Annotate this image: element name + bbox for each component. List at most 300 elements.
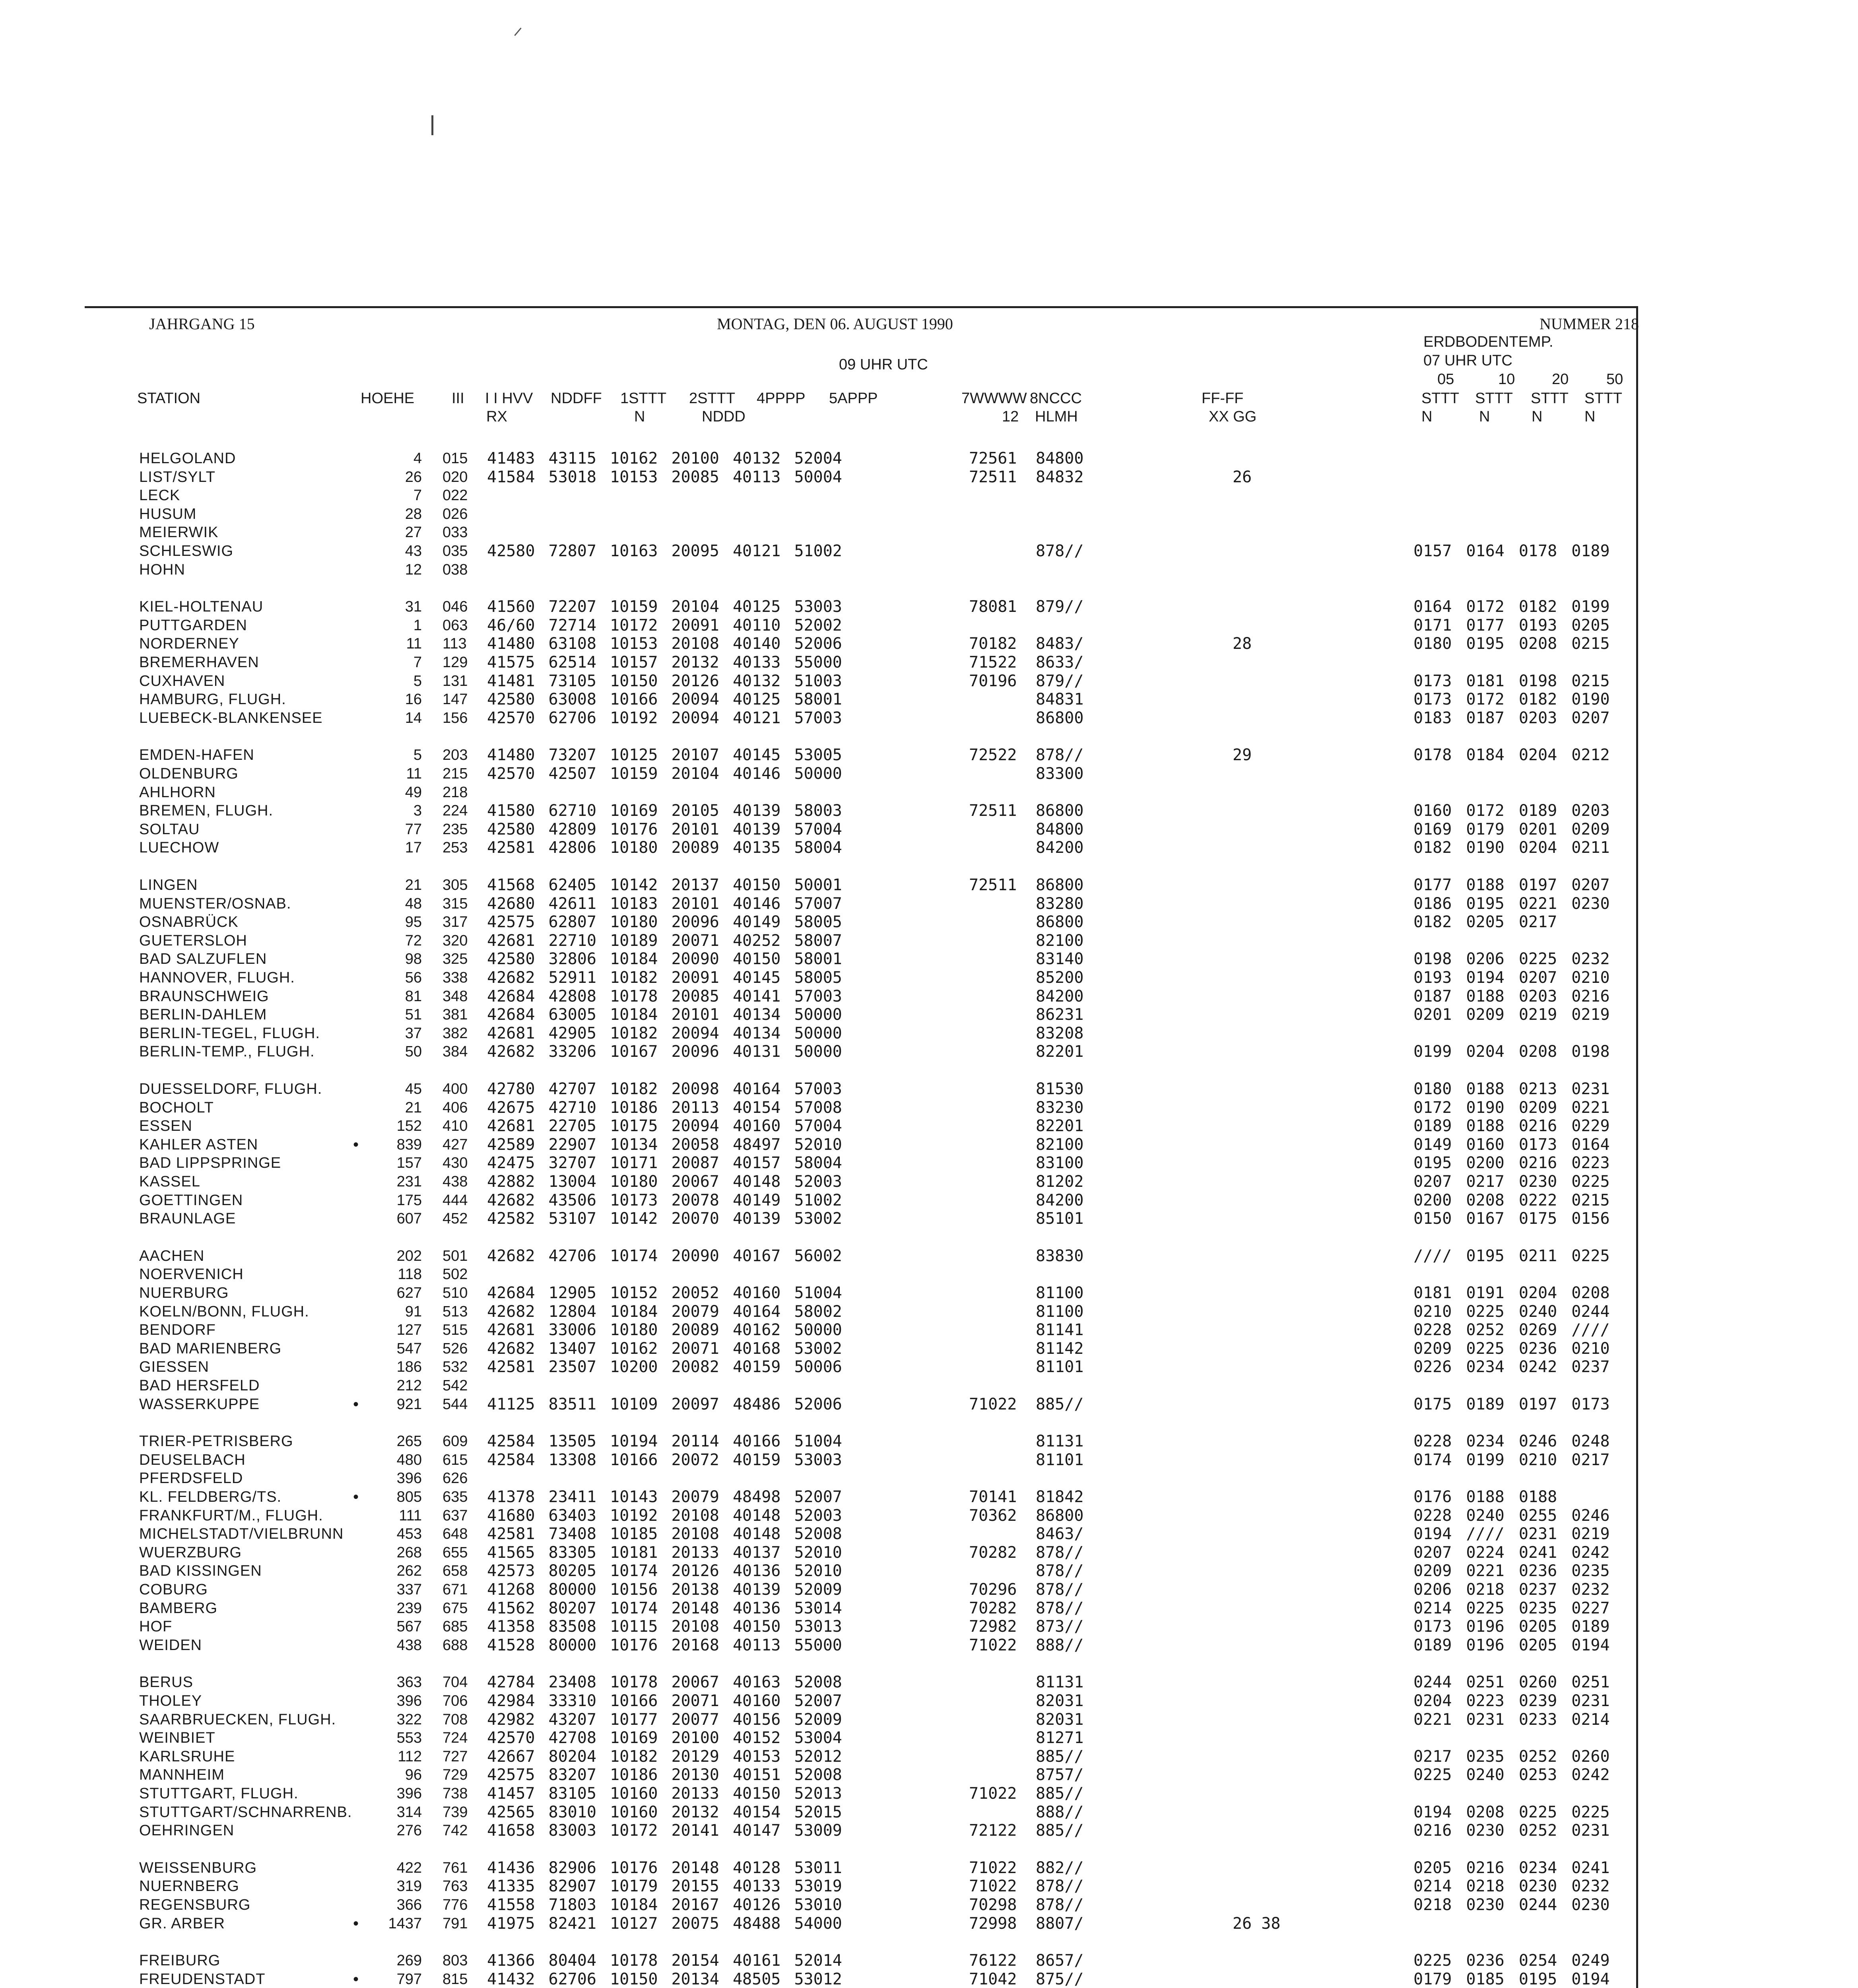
synop-groups: 42667 80204 10182 20129 40153 52012 [487,1747,842,1766]
soil-temp-title: ERDBODENTEMP. [1423,334,1553,350]
station-number: 046 [443,598,468,615]
table-row [0,1951,1858,1970]
station-number: 020 [443,468,468,485]
col-n-10: N [1479,408,1490,425]
station-hoehe: 186 [396,1359,422,1376]
cloud-group: 82031 [1036,1692,1084,1710]
synop-groups: 41560 72207 10159 20104 40125 53003 [487,598,842,616]
station-name: PFERDSFELD [139,1470,243,1487]
station-hoehe: 480 [396,1451,422,1468]
station-hoehe: 396 [396,1470,422,1487]
station-number: 513 [443,1303,468,1320]
station-name: SOLTAU [139,821,200,838]
station-name: KL. FELDBERG/TS. [139,1489,282,1505]
station-name: BAD SALZUFLEN [139,951,267,968]
synop-groups: 42780 42707 10182 20098 40164 57003 [487,1080,842,1098]
weather-group: 71042 [969,1970,1017,1988]
cloud-group: 879// [1036,598,1084,616]
col-sttt-20: STTT [1531,390,1569,407]
station-hoehe: 1437 [388,1915,422,1932]
station-number: 438 [443,1173,468,1190]
station-name: FREIBURG [139,1952,221,1969]
soil-temperatures: 0150 0167 0175 0156 [1413,1209,1610,1228]
station-name: LECK [139,487,181,504]
weather-group: 72982 [969,1617,1017,1636]
table-row [0,1006,1858,1024]
station-number: 427 [443,1136,468,1153]
table-row [0,1043,1858,1061]
table-row [0,1507,1858,1525]
station-number: 215 [443,765,468,782]
station-number: 038 [443,561,468,578]
table-row [0,1303,1858,1321]
station-number: 655 [443,1544,468,1561]
station-number: 033 [443,524,468,541]
soil-temperatures: //// 0195 0211 0225 [1413,1246,1610,1265]
station-name: LUECHOW [139,839,219,856]
synop-groups: 42570 62706 10192 20094 40121 57003 [487,709,842,727]
station-name: BENDORF [139,1322,216,1339]
cloud-group: 885// [1036,1395,1084,1413]
cloud-group: 81842 [1036,1488,1084,1506]
cloud-group: 82100 [1036,1135,1084,1154]
station-number: 515 [443,1322,468,1339]
station-name: STUTTGART/SCHNARRENB. [139,1804,352,1821]
synop-groups: 41558 71803 10184 20167 40126 53010 [487,1896,842,1914]
station-number: 203 [443,747,468,764]
soil-temperatures: 0157 0164 0178 0189 [1413,542,1610,560]
synop-groups: 42581 73408 10185 20108 40148 52008 [487,1525,842,1543]
station-name: BREMERHAVEN [139,654,259,671]
station-number: 218 [443,784,468,801]
synop-groups: 41366 80404 10178 20154 40161 52014 [487,1951,842,1970]
station-number: 761 [443,1859,468,1876]
mountain-station-marker: • [353,1970,359,1988]
table-row [0,1859,1858,1877]
cloud-group: 8463/ [1036,1525,1084,1543]
station-name: PUTTGARDEN [139,617,247,634]
table-row [0,987,1858,1006]
station-number: 147 [443,691,468,708]
synop-groups: 42580 32806 10184 20090 40150 58001 [487,950,842,969]
station-name: WEIDEN [139,1637,202,1654]
station-name: WEISSENBURG [139,1859,257,1876]
table-row [0,1191,1858,1209]
station-hoehe: 453 [396,1526,422,1543]
cloud-group: 86800 [1036,802,1084,820]
mountain-station-marker: • [353,1914,359,1932]
soil-temperatures: 0225 0236 0254 0249 [1413,1951,1610,1970]
station-hoehe: 21 [405,877,422,893]
station-name: BREMEN, FLUGH. [139,802,274,819]
station-name: AHLHORN [139,784,216,801]
station-number: 410 [443,1118,468,1135]
synop-groups: 41436 82906 10176 20148 40128 53011 [487,1858,842,1877]
synop-groups: 41680 63403 10192 20108 40148 52003 [487,1506,842,1525]
table-row [0,468,1858,486]
station-number: 382 [443,1025,468,1042]
station-hoehe: 11 [406,765,422,782]
weather-group: 70196 [969,672,1017,690]
col-hlmh: HLMH [1035,408,1078,425]
col-nddd: NDDD [702,408,746,425]
synop-groups: 41575 62514 10157 20132 40133 55000 [487,653,842,672]
station-hoehe: 16 [405,691,422,708]
station-hoehe: 28 [405,505,422,522]
soil-temperatures: 0214 0218 0230 0232 [1413,1877,1610,1896]
table-row [0,1525,1858,1543]
soil-temperatures: 0178 0184 0204 0212 [1413,746,1610,765]
station-number: 739 [443,1804,468,1821]
station-number: 675 [443,1600,468,1617]
station-number: 729 [443,1767,468,1784]
soil-temperatures: 0186 0195 0221 0230 [1413,894,1610,913]
soil-temperatures: 0228 0252 0269 //// [1413,1321,1610,1340]
station-hoehe: 21 [405,1099,422,1116]
table-row [0,1451,1858,1469]
station-hoehe: 314 [396,1804,422,1821]
synop-groups: 42681 42905 10182 20094 40134 50000 [487,1024,842,1043]
station-hoehe: 56 [405,969,422,986]
station-name: SAARBRUECKEN, FLUGH. [139,1711,336,1728]
station-hoehe: 276 [396,1822,422,1839]
synop-groups: 42580 63008 10166 20094 40125 58001 [487,690,842,709]
cloud-group: 81100 [1036,1284,1084,1302]
station-number: 648 [443,1526,468,1543]
station-hoehe: 51 [405,1006,422,1023]
weather-group: 70298 [969,1896,1017,1914]
cloud-group: 888// [1036,1636,1084,1654]
table-row [0,523,1858,542]
synop-groups: 42575 62807 10180 20096 40149 58005 [487,913,842,932]
table-row [0,1617,1858,1636]
cloud-group: 83280 [1036,894,1084,913]
col-1sttt: 1STTT [620,390,667,407]
synop-groups: 41125 83511 10109 20097 48486 52006 [487,1395,842,1413]
soil-temperatures: 0180 0195 0208 0215 [1413,635,1610,653]
synop-groups: 42982 43207 10177 20077 40156 52009 [487,1710,842,1729]
station-hoehe: 50 [405,1043,422,1060]
station-number: 320 [443,932,468,949]
table-row [0,1766,1858,1784]
col-7wwww: 7WWWW [961,390,1027,407]
soil-temperatures: 0182 0190 0204 0211 [1413,839,1610,857]
station-name: REGENSBURG [139,1897,251,1913]
table-row [0,1376,1858,1395]
col-4pppp: 4PPPP [757,390,806,407]
cloud-group: 885// [1036,1784,1084,1803]
soil-temperatures: 0214 0225 0235 0227 [1413,1599,1610,1617]
station-number: 022 [443,487,468,504]
table-row [0,1154,1858,1172]
station-number: 224 [443,802,468,819]
station-hoehe: 797 [396,1971,422,1988]
depth-05: 05 [1437,371,1454,388]
synop-groups: 42581 23507 10200 20082 40159 50006 [487,1358,842,1376]
report-date: MONTAG, DEN 06. AUGUST 1990 [717,315,953,333]
synop-groups: 41562 80207 10174 20148 40136 53014 [487,1599,842,1617]
station-hoehe: 839 [396,1136,422,1153]
table-row [0,690,1858,709]
weather-group: 76122 [969,1951,1017,1970]
soil-temperatures: 0244 0251 0260 0251 [1413,1673,1610,1692]
table-row [0,1636,1858,1654]
cloud-group: 84831 [1036,690,1084,709]
station-name: GUETERSLOH [139,932,247,949]
soil-temperatures: 0177 0188 0197 0207 [1413,876,1610,894]
station-name: BRAUNSCHWEIG [139,988,269,1005]
soil-temperatures: 0228 0240 0255 0246 [1413,1506,1610,1525]
cloud-group: 86800 [1036,913,1084,932]
table-row [0,709,1858,727]
station-name: KOELN/BONN, FLUGH. [139,1303,309,1320]
soil-temperatures: 0209 0225 0236 0210 [1413,1339,1610,1358]
cloud-group: 83230 [1036,1098,1084,1117]
station-name: HOHN [139,561,185,578]
station-number: 338 [443,969,468,986]
station-number: 727 [443,1748,468,1765]
synop-groups: 42584 13308 10166 20072 40159 53003 [487,1450,842,1469]
synop-groups: 42573 80205 10174 20126 40136 52010 [487,1562,842,1580]
soil-temperatures: 0194 //// 0231 0219 [1413,1525,1610,1543]
station-name: WEINBIET [139,1730,216,1747]
station-number: 501 [443,1247,468,1264]
synop-groups: 41568 62405 10142 20137 40150 50001 [487,876,842,894]
synop-groups: 41565 83305 10181 20133 40137 52010 [487,1543,842,1562]
station-name: BAMBERG [139,1600,218,1617]
col-iii: III [452,390,464,407]
weather-group: 71022 [969,1877,1017,1896]
table-row [0,486,1858,505]
synop-groups: 42984 33310 10166 20071 40160 52007 [487,1692,842,1710]
station-hoehe: 337 [396,1581,422,1598]
table-row [0,1321,1858,1339]
col-sttt-05: STTT [1421,390,1459,407]
synop-groups: 41480 73207 10125 20107 40145 53005 [487,746,842,765]
station-hoehe: 49 [405,784,422,801]
mountain-station-marker: • [353,1395,359,1413]
cloud-group: 875// [1036,1970,1084,1988]
cloud-group: 8807/ [1036,1914,1084,1933]
station-hoehe: 45 [405,1081,422,1097]
station-number: 671 [443,1581,468,1598]
station-number: 305 [443,877,468,893]
station-number: 235 [443,821,468,838]
soil-temperatures: 0221 0231 0233 0214 [1413,1710,1610,1729]
cloud-group: 8657/ [1036,1951,1084,1970]
table-row [0,653,1858,672]
cloud-group: 82201 [1036,1043,1084,1061]
station-name: KIEL-HOLTENAU [139,598,264,615]
station-name: BAD LIPPSPRINGE [139,1155,282,1172]
cloud-group: 882// [1036,1858,1084,1877]
station-name: LINGEN [139,877,198,893]
soil-temperatures: 0187 0188 0203 0216 [1413,987,1610,1006]
station-hoehe: 627 [396,1285,422,1301]
station-name: MANNHEIM [139,1767,225,1784]
col-8nccc: 8NCCC [1030,390,1082,407]
synop-groups: 42675 42710 10186 20113 40154 57008 [487,1098,842,1117]
soil-temperatures: 0179 0185 0195 0194 [1413,1970,1610,1988]
table-row [0,1265,1858,1283]
station-hoehe: 5 [413,747,422,764]
soil-temperatures: 0180 0188 0213 0231 [1413,1080,1610,1098]
cloud-group: 82100 [1036,931,1084,950]
cloud-group: 81530 [1036,1080,1084,1098]
weather-group: 70141 [969,1488,1017,1506]
station-name: GIESSEN [139,1359,209,1376]
station-number: 384 [443,1043,468,1060]
station-name: GOETTINGEN [139,1192,243,1209]
station-number: 685 [443,1618,468,1635]
station-hoehe: 3 [413,802,422,819]
station-name: OSNABRÜCK [139,914,239,931]
synop-groups: 42684 42808 10178 20085 40141 57003 [487,987,842,1006]
station-name: ESSEN [139,1118,192,1135]
station-hoehe: 48 [405,895,422,912]
cloud-group: 84200 [1036,1191,1084,1209]
station-name: TRIER-PETRISBERG [139,1433,293,1450]
table-row [0,765,1858,783]
table-row [0,505,1858,523]
table-row [0,1747,1858,1766]
station-hoehe: 322 [396,1711,422,1728]
station-hoehe: 4 [413,450,422,467]
station-number: 615 [443,1451,468,1468]
station-hoehe: 95 [405,914,422,931]
soil-temperatures: 0217 0235 0252 0260 [1413,1747,1610,1766]
weather-group: 72998 [969,1914,1017,1933]
station-name: MUENSTER/OSNAB. [139,895,291,912]
weather-group: 71022 [969,1858,1017,1877]
depth-10: 10 [1498,371,1515,388]
col-hvv: I I HVV [485,390,533,407]
station-name: KARLSRUHE [139,1748,235,1765]
col-5appp: 5APPP [829,390,878,407]
cloud-group: 8483/ [1036,635,1084,653]
station-name: OEHRINGEN [139,1822,235,1839]
station-hoehe: 152 [396,1118,422,1135]
weather-group: 72561 [969,449,1017,468]
weather-group: 70282 [969,1543,1017,1562]
station-name: CUXHAVEN [139,672,225,689]
station-hoehe: 43 [405,543,422,559]
station-name: FREUDENSTADT [139,1971,266,1988]
soil-temperatures: 0201 0209 0219 0219 [1413,1006,1610,1024]
table-row [0,1209,1858,1228]
soil-temperatures: 0226 0234 0242 0237 [1413,1358,1610,1376]
synop-groups: 42580 72807 10163 20095 40121 51002 [487,542,842,560]
station-hoehe: 27 [405,524,422,541]
station-number: 776 [443,1897,468,1913]
station-name: BERLIN-DAHLEM [139,1006,267,1023]
station-name: KAHLER ASTEN [139,1136,258,1153]
synop-groups: 42575 83207 10186 20130 40151 52008 [487,1766,842,1784]
table-row [0,1562,1858,1580]
cloud-group: 83208 [1036,1024,1084,1043]
col-rx: RX [486,408,507,425]
cloud-group: 82201 [1036,1117,1084,1136]
table-row [0,1099,1858,1117]
station-hoehe: 77 [405,821,422,838]
station-name: BERUS [139,1674,193,1691]
synop-groups: 41480 63108 10153 20108 40140 52006 [487,635,842,653]
table-row [0,1692,1858,1710]
station-number: 015 [443,450,468,467]
table-row [0,1599,1858,1617]
soil-temperatures: 0194 0208 0225 0225 [1413,1803,1610,1821]
col-nddff: NDDFF [551,390,602,407]
station-hoehe: 31 [405,598,422,615]
weather-group: 70282 [969,1599,1017,1617]
table-row [0,635,1858,653]
station-hoehe: 805 [396,1489,422,1505]
table-row [0,449,1858,468]
cloud-group: 878// [1036,746,1084,765]
col-hoehe: HOEHE [361,390,415,407]
table-row [0,1710,1858,1729]
soil-temperatures: 0164 0172 0182 0199 [1413,598,1610,616]
station-name: BERLIN-TEMP., FLUGH. [139,1043,315,1060]
station-name: DUESSELDORF, FLUGH. [139,1081,322,1097]
station-hoehe: 111 [399,1507,422,1524]
weather-group: 72511 [969,468,1017,486]
col-xx-gg: XX GG [1209,408,1257,425]
synop-groups: 42565 83010 10160 20132 40154 52015 [487,1803,842,1821]
station-hoehe: 319 [396,1878,422,1895]
table-row [0,1821,1858,1840]
station-hoehe: 72 [405,932,422,949]
station-number: 129 [443,654,468,671]
station-hoehe: 118 [398,1266,422,1283]
station-hoehe: 37 [405,1025,422,1042]
synop-groups: 42570 42507 10159 20104 40146 50000 [487,765,842,783]
col-station: STATION [137,390,201,407]
weather-group: 70182 [969,635,1017,653]
station-hoehe: 262 [396,1563,422,1580]
synop-groups: 42682 43506 10173 20078 40149 51002 [487,1191,842,1209]
station-name: HOF [139,1618,173,1635]
station-name: MEIERWIK [139,524,219,541]
table-row [0,1784,1858,1803]
col-1sttt-n: N [634,408,645,425]
station-hoehe: 98 [405,951,422,968]
cloud-group: 873// [1036,1617,1084,1636]
soil-temperatures: 0173 0196 0205 0189 [1413,1617,1610,1636]
cloud-group: 85101 [1036,1209,1084,1228]
cloud-group: 86231 [1036,1006,1084,1024]
soil-temperatures: 0173 0172 0182 0190 [1413,690,1610,709]
table-row [0,820,1858,839]
cloud-group: 84800 [1036,449,1084,468]
mountain-station-marker: • [353,1488,359,1506]
soil-temperatures: 0218 0230 0244 0230 [1413,1896,1610,1914]
station-name: BRAUNLAGE [139,1210,236,1227]
soil-temperatures: 0160 0172 0189 0203 [1413,802,1610,820]
station-hoehe: 268 [396,1544,422,1561]
cloud-group: 879// [1036,672,1084,690]
station-number: 637 [443,1507,468,1524]
station-number: 317 [443,914,468,931]
station-name: THOLEY [139,1693,202,1709]
station-name: BAD KISSINGEN [139,1563,262,1580]
station-number: 609 [443,1433,468,1450]
wind-gust-group: 26 [1233,468,1252,486]
soil-temperatures: 0216 0230 0252 0231 [1413,1821,1610,1840]
station-name: FRANKFURT/M., FLUGH. [139,1507,323,1524]
soil-temperatures: 0175 0189 0197 0173 [1413,1395,1610,1413]
col-sttt-10: STTT [1475,390,1513,407]
